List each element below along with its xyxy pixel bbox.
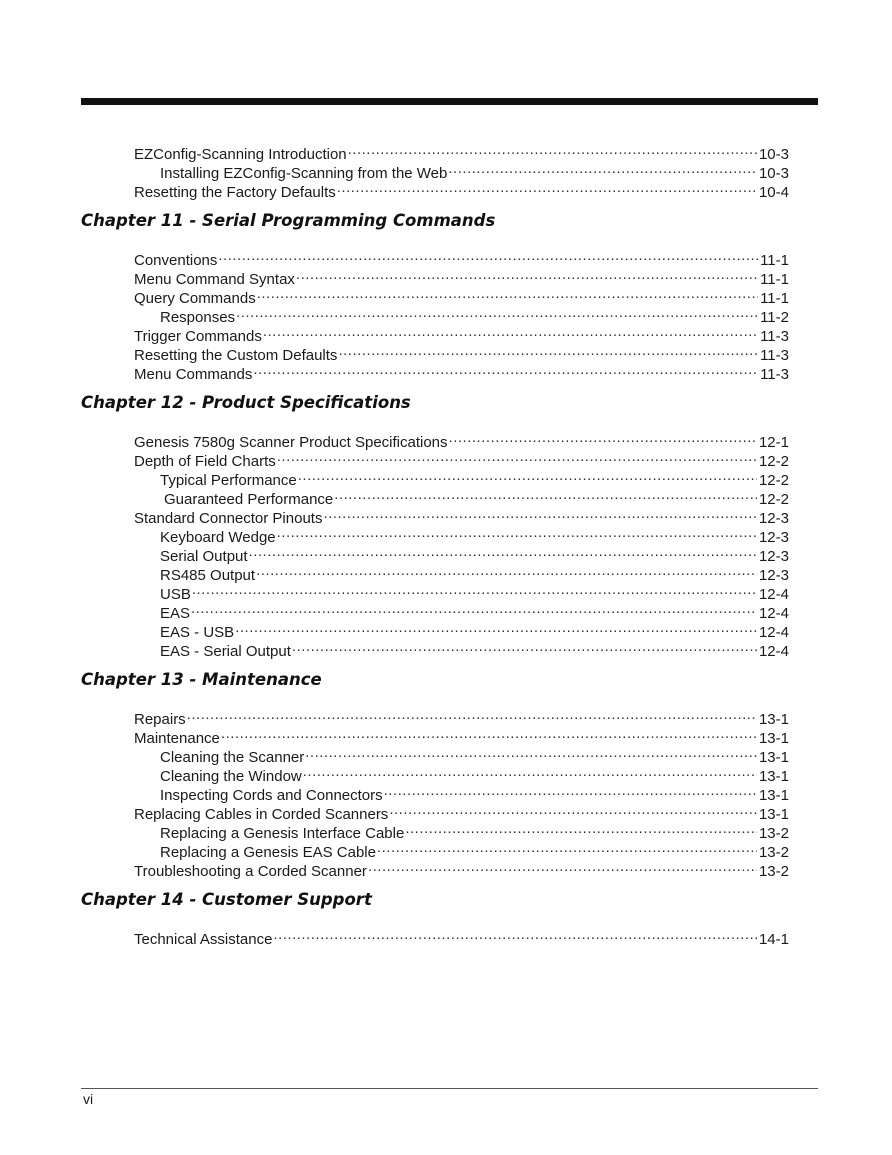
toc-entry-page: 13-1 xyxy=(758,730,789,747)
toc-entry-page: 11-3 xyxy=(760,366,789,383)
dot-leader xyxy=(221,724,757,743)
toc-entry-title: Menu Commands xyxy=(134,366,253,383)
toc-entry-title: Depth of Field Charts xyxy=(134,453,276,470)
dot-leader xyxy=(253,360,758,379)
toc-entry-title: Replacing Cables in Corded Scanners xyxy=(134,806,389,823)
dot-leader xyxy=(273,925,757,944)
toc-entry[interactable] xyxy=(160,781,789,804)
toc-entry-title: Serial Output xyxy=(160,548,248,565)
toc-entry-page: 12-4 xyxy=(758,605,789,622)
toc-entry-page: 11-3 xyxy=(760,347,789,364)
toc-entry[interactable] xyxy=(160,838,789,861)
toc-entry[interactable] xyxy=(160,599,789,622)
toc-entry-title: Conventions xyxy=(134,252,218,269)
dot-leader xyxy=(277,523,757,542)
dot-leader xyxy=(384,781,757,800)
toc-entry-page: 13-1 xyxy=(758,749,789,766)
toc-entry[interactable] xyxy=(160,762,789,785)
toc-entry-page: 13-2 xyxy=(758,844,789,861)
toc-entry-title: EZConfig-Scanning Introduction xyxy=(134,146,347,163)
toc-entry-title: Keyboard Wedge xyxy=(160,529,276,546)
toc-entry-title: Technical Assistance xyxy=(134,931,273,948)
toc-entry[interactable] xyxy=(134,265,789,288)
toc-entry-page: 14-1 xyxy=(758,931,789,948)
toc-entry[interactable] xyxy=(134,428,789,451)
toc-entry[interactable] xyxy=(160,819,789,842)
toc-entry-page: 11-2 xyxy=(760,309,789,326)
toc-entry[interactable] xyxy=(134,800,789,823)
toc-entry[interactable] xyxy=(134,284,789,307)
dot-leader xyxy=(298,466,757,485)
toc-entry-page: 10-3 xyxy=(758,165,789,182)
dot-leader xyxy=(263,322,758,341)
toc-entry[interactable] xyxy=(160,542,789,565)
toc-entry-page: 11-1 xyxy=(760,252,789,269)
toc-entry-title: Replacing a Genesis Interface Cable xyxy=(160,825,405,842)
toc-entry-title: EAS xyxy=(160,605,191,622)
toc-entry[interactable] xyxy=(134,178,789,201)
toc-entry-page: 13-1 xyxy=(758,787,789,804)
toc-entry-page: 11-1 xyxy=(760,290,789,307)
toc-entry[interactable] xyxy=(160,580,789,603)
dot-leader xyxy=(191,599,757,618)
toc-entry-page: 12-2 xyxy=(758,491,789,508)
toc-entry-page: 10-4 xyxy=(758,184,789,201)
chapter-heading: Chapter 11 - Serial Programming Commands xyxy=(81,211,496,230)
dot-leader xyxy=(187,705,757,724)
toc-entry[interactable] xyxy=(160,466,789,489)
toc-entry-title: Resetting the Factory Defaults xyxy=(134,184,336,201)
toc-entry-page: 12-4 xyxy=(758,586,789,603)
dot-leader xyxy=(292,637,757,656)
toc-entry-page: 12-2 xyxy=(758,472,789,489)
toc-entry-title: Guaranteed Performance xyxy=(164,491,334,508)
toc-entry-page: 12-3 xyxy=(758,510,789,527)
toc-entry[interactable] xyxy=(134,246,789,269)
toc-entry-title: USB xyxy=(160,586,191,603)
toc-entry[interactable] xyxy=(134,360,789,383)
toc-entry-title: Installing EZConfig-Scanning from the Web xyxy=(160,165,448,182)
toc-entry[interactable] xyxy=(134,857,789,880)
dot-leader xyxy=(256,561,757,580)
toc-entry-page: 13-1 xyxy=(758,711,789,728)
toc-entry[interactable] xyxy=(160,523,789,546)
toc-entry[interactable] xyxy=(134,724,789,747)
toc-entry-title: Troubleshooting a Corded Scanner xyxy=(134,863,367,880)
header-rule xyxy=(81,98,818,105)
toc-entry-title: Inspecting Cords and Connectors xyxy=(160,787,383,804)
toc-entry[interactable] xyxy=(164,485,789,508)
dot-leader xyxy=(377,838,757,857)
chapter-heading: Chapter 13 - Maintenance xyxy=(81,670,322,689)
toc-entry-title: Replacing a Genesis EAS Cable xyxy=(160,844,376,861)
dot-leader xyxy=(448,159,757,178)
dot-leader xyxy=(337,178,757,197)
dot-leader xyxy=(192,580,757,599)
toc-entry[interactable] xyxy=(134,705,789,728)
footer-rule xyxy=(81,1088,818,1089)
chapter-heading: Chapter 12 - Product Specifications xyxy=(81,393,411,412)
toc-entry-page: 12-4 xyxy=(758,643,789,660)
toc-entry-title: Responses xyxy=(160,309,236,326)
toc-entry-page: 13-1 xyxy=(758,806,789,823)
toc-entry-title: Typical Performance xyxy=(160,472,297,489)
toc-entry-title: Standard Connector Pinouts xyxy=(134,510,323,527)
dot-leader xyxy=(348,140,757,159)
dot-leader xyxy=(334,485,757,504)
toc-entry-title: Cleaning the Window xyxy=(160,768,302,785)
dot-leader xyxy=(235,618,757,637)
dot-leader xyxy=(368,857,757,876)
page-number: vi xyxy=(83,1091,94,1107)
toc-entry[interactable] xyxy=(160,637,789,660)
toc-entry-page: 12-4 xyxy=(758,624,789,641)
toc-entry[interactable] xyxy=(160,743,789,766)
dot-leader xyxy=(218,246,758,265)
dot-leader xyxy=(323,504,757,523)
toc-entry-title: Genesis 7580g Scanner Product Specifications xyxy=(134,434,448,451)
chapter-heading: Chapter 14 - Customer Support xyxy=(81,890,372,909)
dot-leader xyxy=(296,265,758,284)
toc-entry-page: 11-1 xyxy=(760,271,789,288)
toc-entry-title: Query Commands xyxy=(134,290,256,307)
toc-entry-title: Cleaning the Scanner xyxy=(160,749,305,766)
toc-entry-page: 12-3 xyxy=(758,548,789,565)
toc-entry-title: EAS - Serial Output xyxy=(160,643,291,660)
toc-entry-page: 13-1 xyxy=(758,768,789,785)
dot-leader xyxy=(277,447,757,466)
toc-entry[interactable] xyxy=(160,159,789,182)
toc-entry-title: Trigger Commands xyxy=(134,328,262,345)
dot-leader xyxy=(303,762,757,781)
toc-entry-page: 13-2 xyxy=(758,863,789,880)
toc-entry-page: 13-2 xyxy=(758,825,789,842)
toc-entry-title: EAS - USB xyxy=(160,624,235,641)
dot-leader xyxy=(257,284,758,303)
dot-leader xyxy=(236,303,758,322)
toc-entry[interactable] xyxy=(160,561,789,584)
dot-leader xyxy=(249,542,757,561)
toc-entry-title: Resetting the Custom Defaults xyxy=(134,347,338,364)
toc-entry-page: 12-2 xyxy=(758,453,789,470)
dot-leader xyxy=(449,428,757,447)
toc-entry[interactable] xyxy=(134,341,789,364)
toc-entry-title: Repairs xyxy=(134,711,186,728)
toc-entry-page: 11-3 xyxy=(760,328,789,345)
toc-entry-title: Maintenance xyxy=(134,730,220,747)
toc-entry-page: 12-3 xyxy=(758,567,789,584)
toc-entry[interactable] xyxy=(134,447,789,470)
table-of-contents xyxy=(81,140,789,948)
toc-entry-page: 12-3 xyxy=(758,529,789,546)
toc-entry-title: Menu Command Syntax xyxy=(134,271,295,288)
toc-entry[interactable] xyxy=(134,504,789,527)
toc-entry-page: 12-1 xyxy=(758,434,789,451)
dot-leader xyxy=(338,341,758,360)
toc-entry[interactable] xyxy=(160,618,789,641)
toc-entry[interactable] xyxy=(134,322,789,345)
toc-entry[interactable] xyxy=(134,140,789,163)
toc-entry-title: RS485 Output xyxy=(160,567,256,584)
dot-leader xyxy=(405,819,757,838)
toc-entry-page: 10-3 xyxy=(758,146,789,163)
dot-leader xyxy=(305,743,757,762)
dot-leader xyxy=(389,800,757,819)
toc-entry[interactable] xyxy=(134,925,789,948)
toc-entry[interactable] xyxy=(160,303,789,326)
